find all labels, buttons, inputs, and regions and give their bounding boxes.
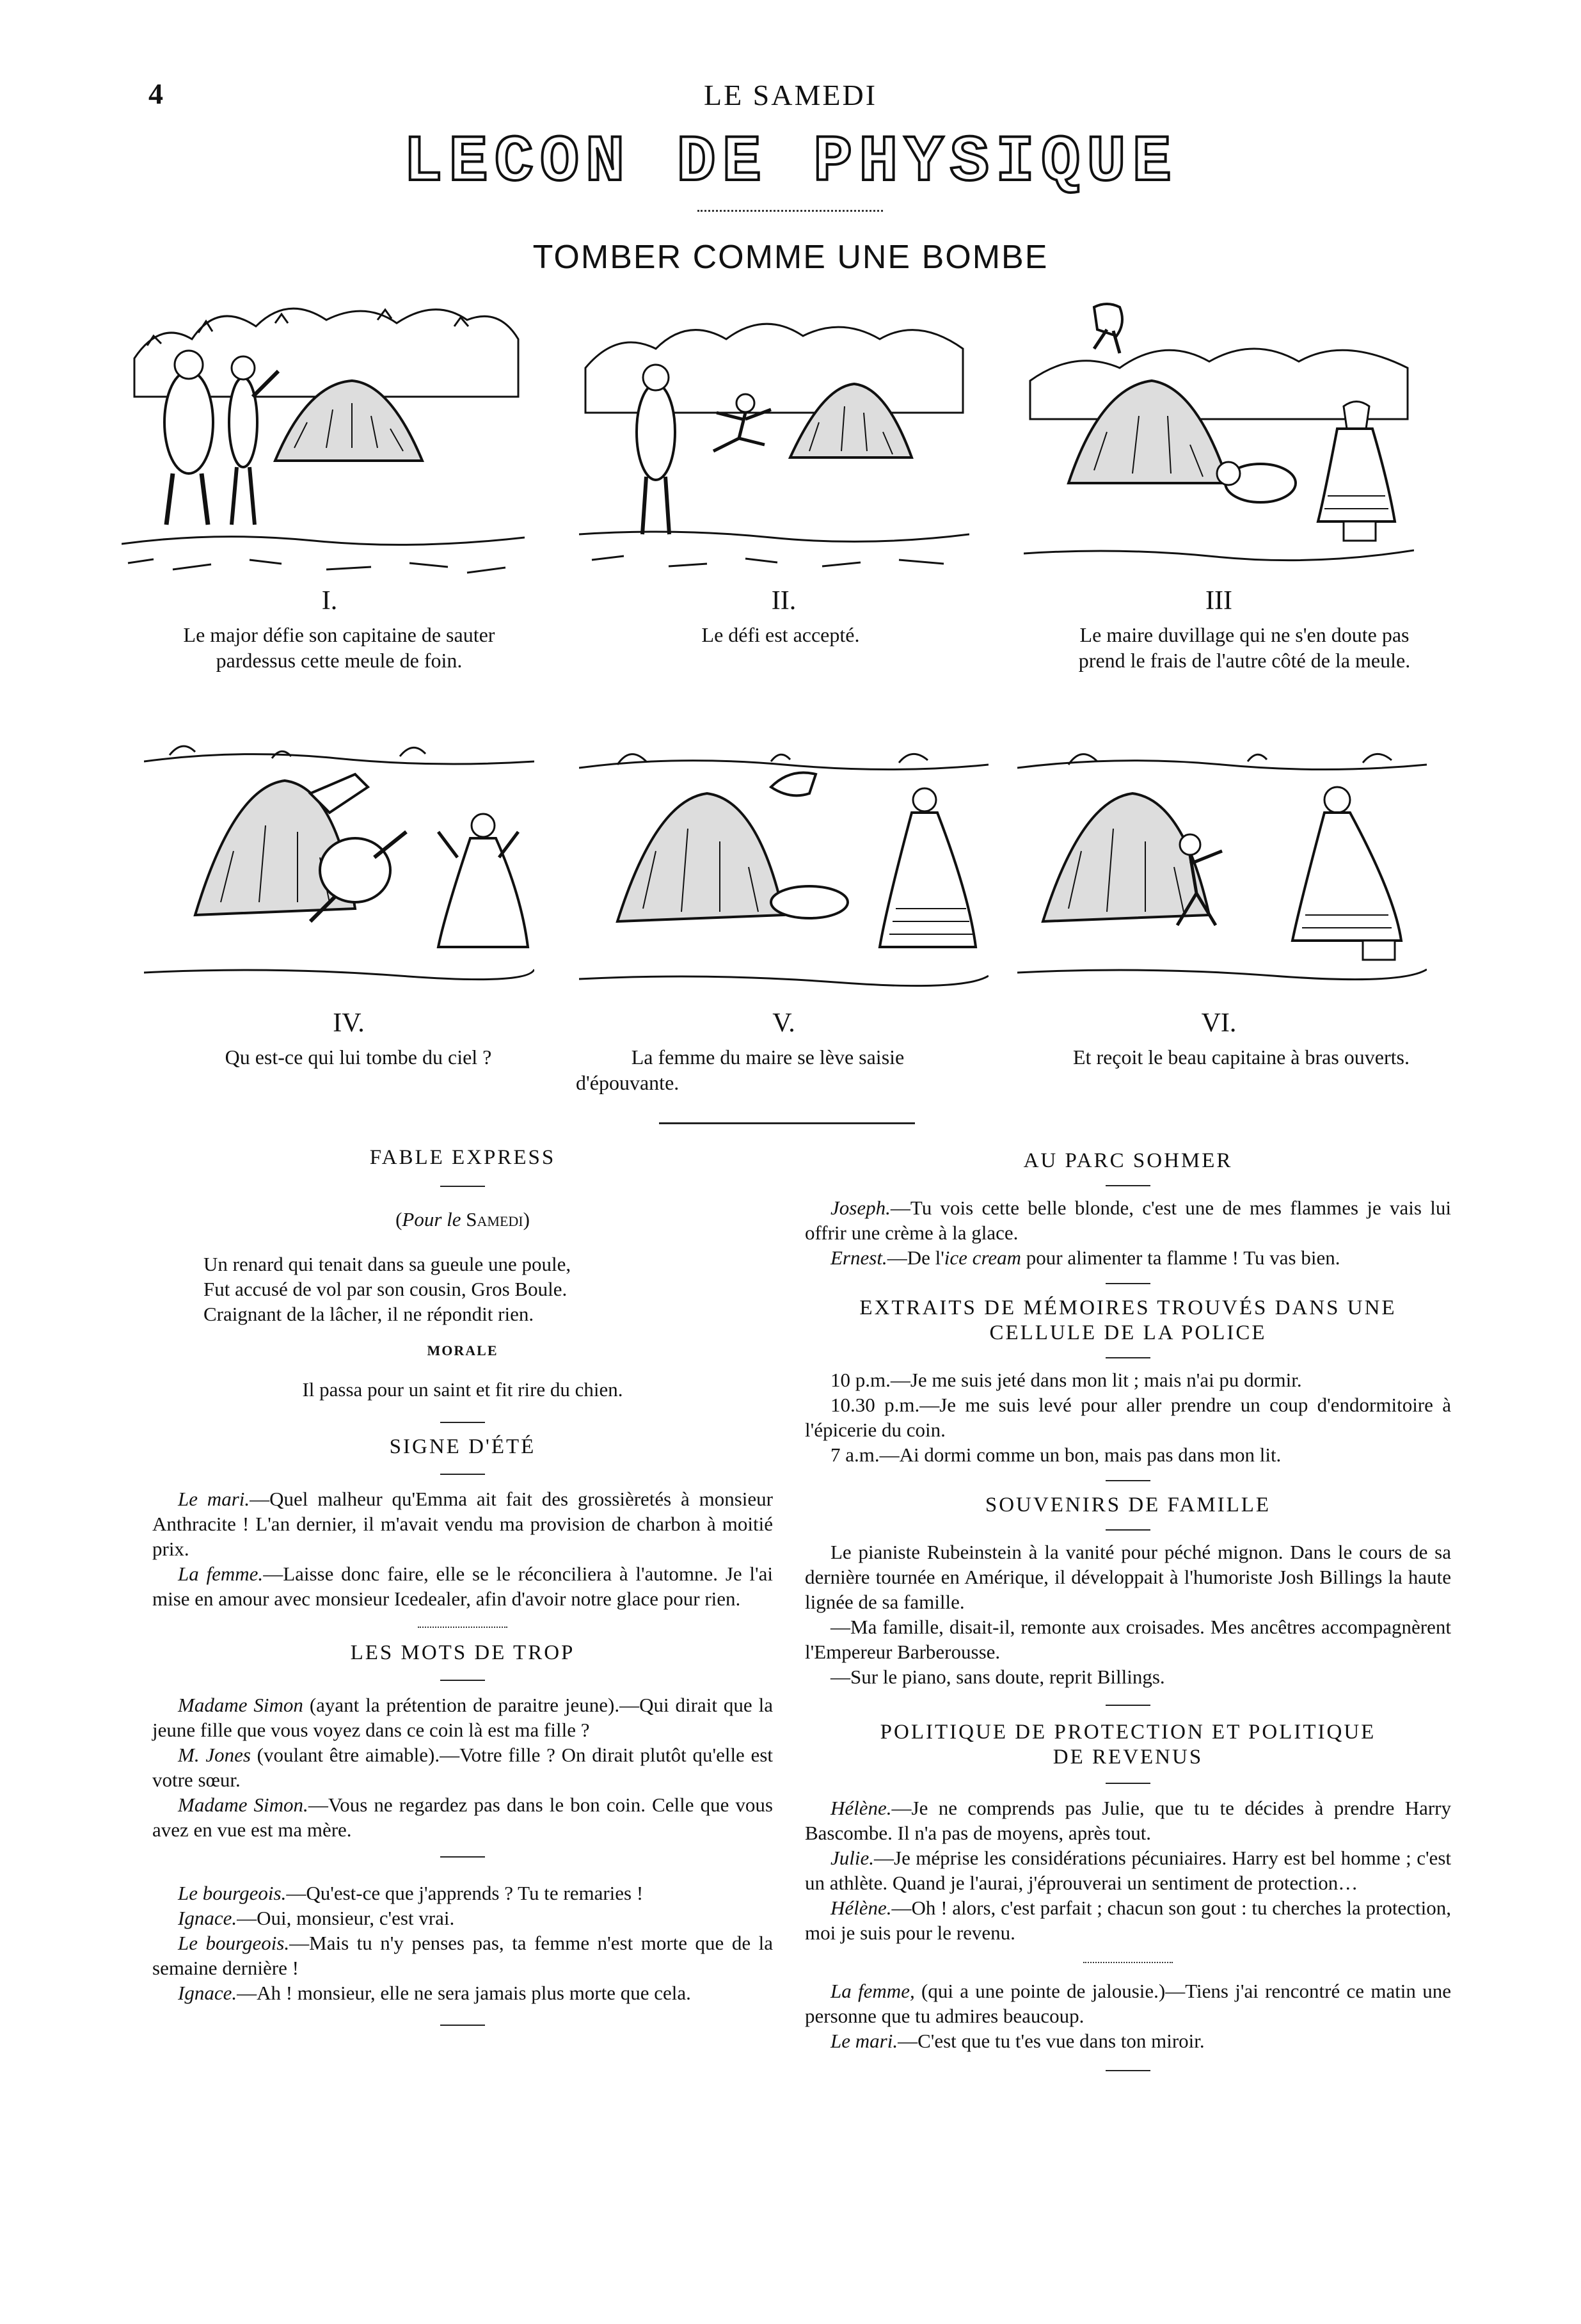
fable-end-rule — [440, 1422, 485, 1423]
souvenirs-paragraph-1: Le pianiste Rubeinstein à la vanité pour péché mignon. Dans le cours de sa dernière tournée en Amérique, il développait à l'humoriste Josh Billings la haute lignée de sa famille. — [805, 1541, 1451, 1613]
parc-rule — [1106, 1185, 1150, 1186]
panel-3-number: III — [1205, 586, 1232, 616]
extraits-line-2: 10.30 p.m.—Je me suis levé pour aller prendre un coup d'endormitoire à l'épicerie du coin. — [805, 1394, 1451, 1441]
comic-panel-4-illustration — [144, 704, 534, 1005]
comic-subtitle: TOMBER COMME UNE BOMBE — [532, 239, 1049, 276]
right-column — [805, 1149, 1451, 2071]
fable-line-3: Craignant de la lâcher, il ne répondit rien. — [203, 1303, 534, 1325]
byline-samedi: Samedi — [466, 1208, 523, 1230]
comic-panel-5-illustration — [579, 704, 989, 1005]
mots-line-2 — [152, 1742, 773, 1792]
panel-3-caption-line-1: Le maire duvillage qui ne s'en doute pas — [1079, 623, 1410, 646]
section-divider — [659, 1122, 915, 1124]
page-number: 4 — [148, 77, 163, 110]
right-end-rule — [1106, 2070, 1150, 2071]
fable-line-2: Fut accusé de vol par son cousin, Gros Boule. — [203, 1278, 568, 1300]
panel-2-caption-line-1: Le défi est accepté. — [701, 623, 860, 646]
panel-1-caption-line-2: pardessus cette meule de foin. — [216, 649, 463, 672]
panel-4-caption — [154, 1044, 563, 1070]
fable-verse — [203, 1252, 773, 1326]
speaker: Ignace. — [178, 1982, 237, 2004]
politique-heading-line-1: POLITIQUE DE PROTECTION ET POLITIQUE — [880, 1721, 1376, 1744]
panel-6-caption — [1017, 1044, 1465, 1070]
dialogue: —De l' — [887, 1246, 944, 1269]
panel-1-caption — [96, 622, 582, 673]
extraits-heading-line-1: EXTRAITS DE MÉMOIRES TROUVÉS DANS UNE — [859, 1296, 1397, 1319]
souvenirs-end-rule — [1106, 1705, 1150, 1706]
speaker: Joseph. — [830, 1197, 891, 1219]
dialogue: (voulant être aimable).—Votre fille ? On dirait plutôt qu'elle est votre sœur. — [152, 1744, 773, 1791]
signe-end-rule — [418, 1627, 507, 1628]
comic-panel-2-illustration — [579, 291, 969, 576]
panel-1-caption-line-1: Le major défie son capitaine de sauter — [183, 623, 495, 646]
mots-end-rule — [440, 1856, 485, 1858]
panel-5-number: V. — [772, 1008, 795, 1038]
comic-panel-1-illustration — [122, 288, 525, 582]
politique-line-2 — [805, 1845, 1451, 1895]
souvenirs-heading: SOUVENIRS DE FAMILLE — [985, 1493, 1271, 1516]
bourgeois-line-2 — [152, 1906, 773, 1930]
comic-panel-6-illustration — [1017, 704, 1427, 998]
extraits-end-rule — [1106, 1480, 1150, 1481]
dialogue: —Je méprise les considérations pécuniaires. Harry est bel homme ; c'est un athlète. Quand je l'aurai, j'éprouverai un sentiment de protection… — [805, 1847, 1451, 1894]
parc-end-rule — [1106, 1283, 1150, 1284]
dialogue: pour alimenter ta flamme ! Tu vas bien. — [1021, 1246, 1340, 1269]
bourgeois-line-4 — [152, 1980, 773, 2005]
souvenirs-paragraph-3: —Sur le piano, sans doute, reprit Billings. — [830, 1666, 1165, 1688]
speaker: Le bourgeois. — [178, 1882, 287, 1904]
dialogue: —Oui, monsieur, c'est vrai. — [237, 1907, 455, 1929]
dialogue: (ayant la prétention de paraitre jeune).—Qui dirait que la jeune fille que vous voyez dans ce coin là est ma fille ? — [152, 1694, 773, 1741]
dialogue: —Qu'est-ce que j'apprends ? Tu te remaries ! — [286, 1882, 644, 1904]
dialogue: —Je ne comprends pas Julie, que tu te décides à prendre Harry Bascombe. Il n'a pas de moyens, après tout. — [805, 1797, 1451, 1844]
extraits-line-1: 10 p.m.—Je me suis jeté dans mon lit ; mais n'ai pu dormir. — [830, 1369, 1302, 1391]
panel-4-number: IV. — [333, 1008, 365, 1038]
dialogue: —Tu vois cette belle blonde, c'est une de mes flammes je vais lui offrir une crème à la glace. — [805, 1197, 1451, 1244]
dialogue: —Mais tu n'y penses pas, ta femme n'est morte que de la semaine dernière ! — [152, 1932, 774, 1979]
panel-2-number: II. — [771, 586, 797, 616]
parc-line-2 — [805, 1245, 1451, 1270]
souvenirs-rule — [1106, 1529, 1150, 1531]
speaker: La femme, — [830, 1980, 915, 2002]
panel-3-caption-line-2: prend le frais de l'autre côté de la meule. — [1078, 649, 1411, 672]
title-divider — [697, 210, 883, 212]
politique-line-3 — [805, 1895, 1451, 1945]
left-column — [152, 1145, 773, 2026]
panel-6-caption-line-1: Et reçoit le beau capitaine à bras ouverts. — [1073, 1046, 1410, 1069]
speaker: La femme. — [178, 1563, 264, 1585]
speaker: Ignace. — [178, 1907, 237, 1929]
panel-3-caption — [1027, 622, 1462, 673]
dialogue: —Quel malheur qu'Emma ait fait des grossièretés à monsieur Anthracite ! L'an dernier, il m'avait vendu ma provision de charbon à moitié prix. — [152, 1488, 773, 1560]
speaker: Madame Simon — [178, 1694, 303, 1716]
extraits-rule — [1106, 1357, 1150, 1358]
dialogue: —Oh ! alors, c'est parfait ; chacun son gout : tu cherches la protection, moi je suis pour le revenu. — [805, 1897, 1451, 1944]
politique-line-1 — [805, 1795, 1451, 1845]
bourgeois-line-3 — [152, 1930, 773, 1980]
femme-line-2 — [805, 2028, 1451, 2053]
politique-end-rule — [1083, 1962, 1173, 1963]
parc-heading: AU PARC SOHMER — [1023, 1149, 1233, 1172]
speaker: Hélène. — [830, 1797, 892, 1819]
morale-text: Il passa pour un saint et fit rire du chien. — [302, 1378, 623, 1401]
femme-line-1 — [805, 1978, 1451, 2028]
speaker: Ernest. — [830, 1246, 887, 1269]
fable-byline: (Pour le Samedi) — [395, 1208, 530, 1230]
politique-rule — [1106, 1783, 1150, 1784]
fable-rule — [440, 1186, 485, 1187]
panel-5-caption-line-2: d'épouvante. — [576, 1071, 679, 1094]
panel-5-caption — [576, 1044, 960, 1095]
fable-heading: FABLE EXPRESS — [369, 1146, 556, 1169]
dialogue: (qui a une pointe de jalousie.)—Tiens j'ai rencontré ce matin une personne que tu admires beaucoup. — [805, 1980, 1451, 2027]
mots-heading: LES MOTS DE TROP — [350, 1641, 575, 1664]
extraits-heading-line-2: CELLULE DE LA POLICE — [989, 1321, 1267, 1344]
parc-line-1 — [805, 1195, 1451, 1245]
left-end-rule — [440, 2025, 485, 2026]
extraits-line-3: 7 a.m.—Ai dormi comme un bon, mais pas dans mon lit. — [830, 1444, 1282, 1466]
dialogue: —Ah ! monsieur, elle ne sera jamais plus morte que cela. — [237, 1982, 691, 2004]
bourgeois-line-1 — [152, 1881, 773, 1906]
speaker: Le mari. — [178, 1488, 250, 1510]
panel-5-caption-line-1: La femme du maire se lève saisie — [631, 1046, 905, 1069]
politique-heading-line-2: DE REVENUS — [1053, 1746, 1204, 1769]
speaker: Madame Simon. — [178, 1794, 308, 1816]
speaker: M. Jones — [178, 1744, 251, 1766]
signe-line-1 — [152, 1486, 773, 1561]
panel-6-number: VI. — [1201, 1008, 1237, 1038]
page-title: LECON DE PHYSIQUE — [403, 125, 1178, 200]
dialogue: —Vous ne regardez pas dans le bon coin. Celle que vous avez en vue est ma mère. — [152, 1794, 773, 1841]
morale-label: MORALE — [427, 1342, 498, 1358]
speaker: Hélène. — [830, 1897, 892, 1919]
mots-line-3 — [152, 1792, 773, 1842]
comic-panel-3-illustration — [1024, 291, 1414, 573]
speaker: Le bourgeois. — [178, 1932, 290, 1954]
dialogue: —C'est que tu t'es vue dans ton miroir. — [898, 2030, 1205, 2052]
dialogue-italic: ice cream — [944, 1246, 1021, 1269]
signe-heading: SIGNE D'ÉTÉ — [389, 1435, 536, 1458]
speaker: Le mari. — [830, 2030, 898, 2052]
mots-rule — [440, 1680, 485, 1681]
signe-line-2 — [152, 1561, 773, 1611]
panel-1-number: I. — [321, 586, 338, 616]
panel-2-caption — [601, 622, 960, 648]
fable-line-1: Un renard qui tenait dans sa gueule une poule, — [203, 1253, 571, 1275]
souvenirs-paragraph-2: —Ma famille, disait-il, remonte aux croisades. Mes ancêtres accompagnèrent l'Empereur Barberousse. — [805, 1616, 1451, 1663]
mots-line-1 — [152, 1692, 773, 1742]
dialogue: —Laisse donc faire, elle se le réconciliera à l'automne. Je l'ai mise en amour avec monsieur Icedealer, afin d'avoir notre glace pour rien. — [152, 1563, 773, 1610]
byline-pour: Pour le — [402, 1208, 461, 1230]
speaker: Julie. — [830, 1847, 874, 1869]
running-head: LE SAMEDI — [703, 79, 878, 111]
signe-rule — [440, 1474, 485, 1475]
panel-4-caption-line-1: Qu est-ce qui lui tombe du ciel ? — [225, 1046, 492, 1069]
